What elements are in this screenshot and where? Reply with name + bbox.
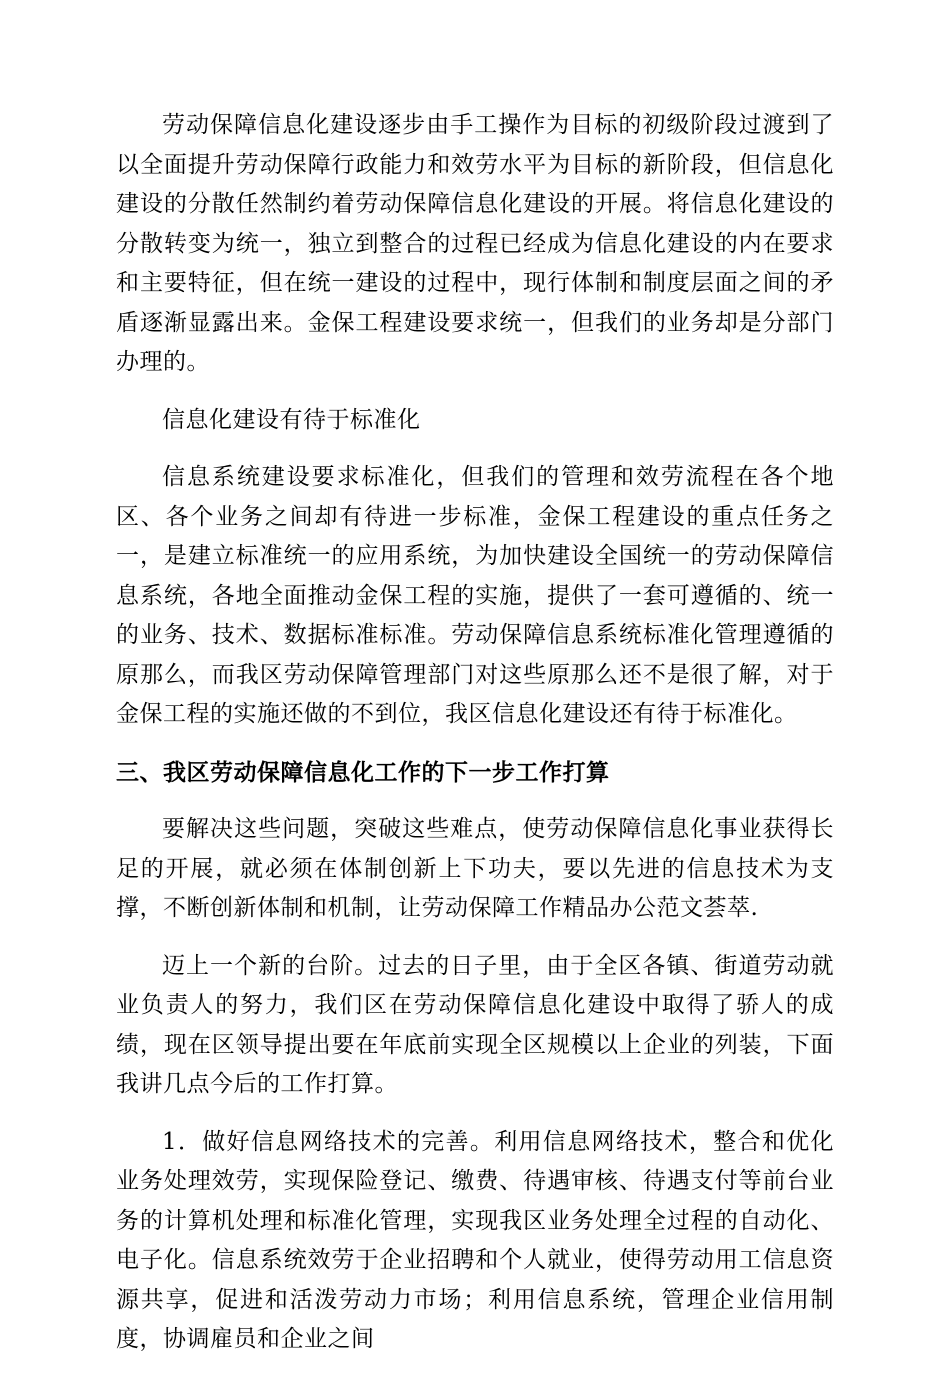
paragraph-3: 要解决这些问题，突破这些难点，使劳动保障信息化事业获得长足的开展，就必须在体制创新上下功夫，要以先进的信息技术为支撑，不断创新体制和机制，让劳动保障工作精品办公范文荟萃.: [116, 816, 834, 921]
section-subheading: 信息化建设有待于标准化: [162, 406, 421, 433]
paragraph-2: 信息系统建设要求标准化，但我们的管理和效劳流程在各个地区、各个业务之间却有待进一步标准，金保工程建设的重点任务之一，是建立标准统一的应用系统，为加快建设全国统一的劳动保障信息系统，各地全面推动金保工程的实施，提供了一套可遵循的、统一的业务、技术、数据标准标准。劳动保障信息系统标准化管理遵循的原那么，而我区劳动保障管理部门对这些原那么还不是很了解，对于金保工程的实施还做的不到位，我区信息化建设还有待于标准化。: [116, 464, 834, 727]
paragraph-1: 劳动保障信息化建设逐步由手工操作为目标的初级阶段过渡到了以全面提升劳动保障行政能力和效劳水平为目标的新阶段，但信息化建设的分散任然制约着劳动保障信息化建设的开展。将信息化建设的分散转变为统一，独立到整合的过程已经成为信息化建设的内在要求和主要特征，但在统一建设的过程中，现行体制和制度层面之间的矛盾逐渐显露出来。金保工程建设要求统一，但我们的业务却是分部门办理的。: [116, 112, 834, 375]
section-heading: 三、我区劳动保障信息化工作的下一步工作打算: [116, 758, 610, 786]
paragraph-5: 1．做好信息网络技术的完善。利用信息网络技术，整合和优化业务处理效劳，实现保险登记、缴费、待遇审核、待遇支付等前台业务的计算机处理和标准化管理，实现我区业务处理全过程的自动化、电子化。信息系统效劳于企业招聘和个人就业，使得劳动用工信息资源共享，促进和活泼劳动力市场；利用信息系统，管理企业信用制度，协调雇员和企业之间: [116, 1128, 834, 1352]
document-body: [116, 106, 834, 1378]
paragraph-4: 迈上一个新的台阶。过去的日子里，由于全区各镇、街道劳动就业负责人的努力，我们区在劳动保障信息化建设中取得了骄人的成绩，现在区领导提出要在年底前实现全区规模以上企业的列装，下面我讲几点今后的工作打算。: [116, 952, 834, 1097]
